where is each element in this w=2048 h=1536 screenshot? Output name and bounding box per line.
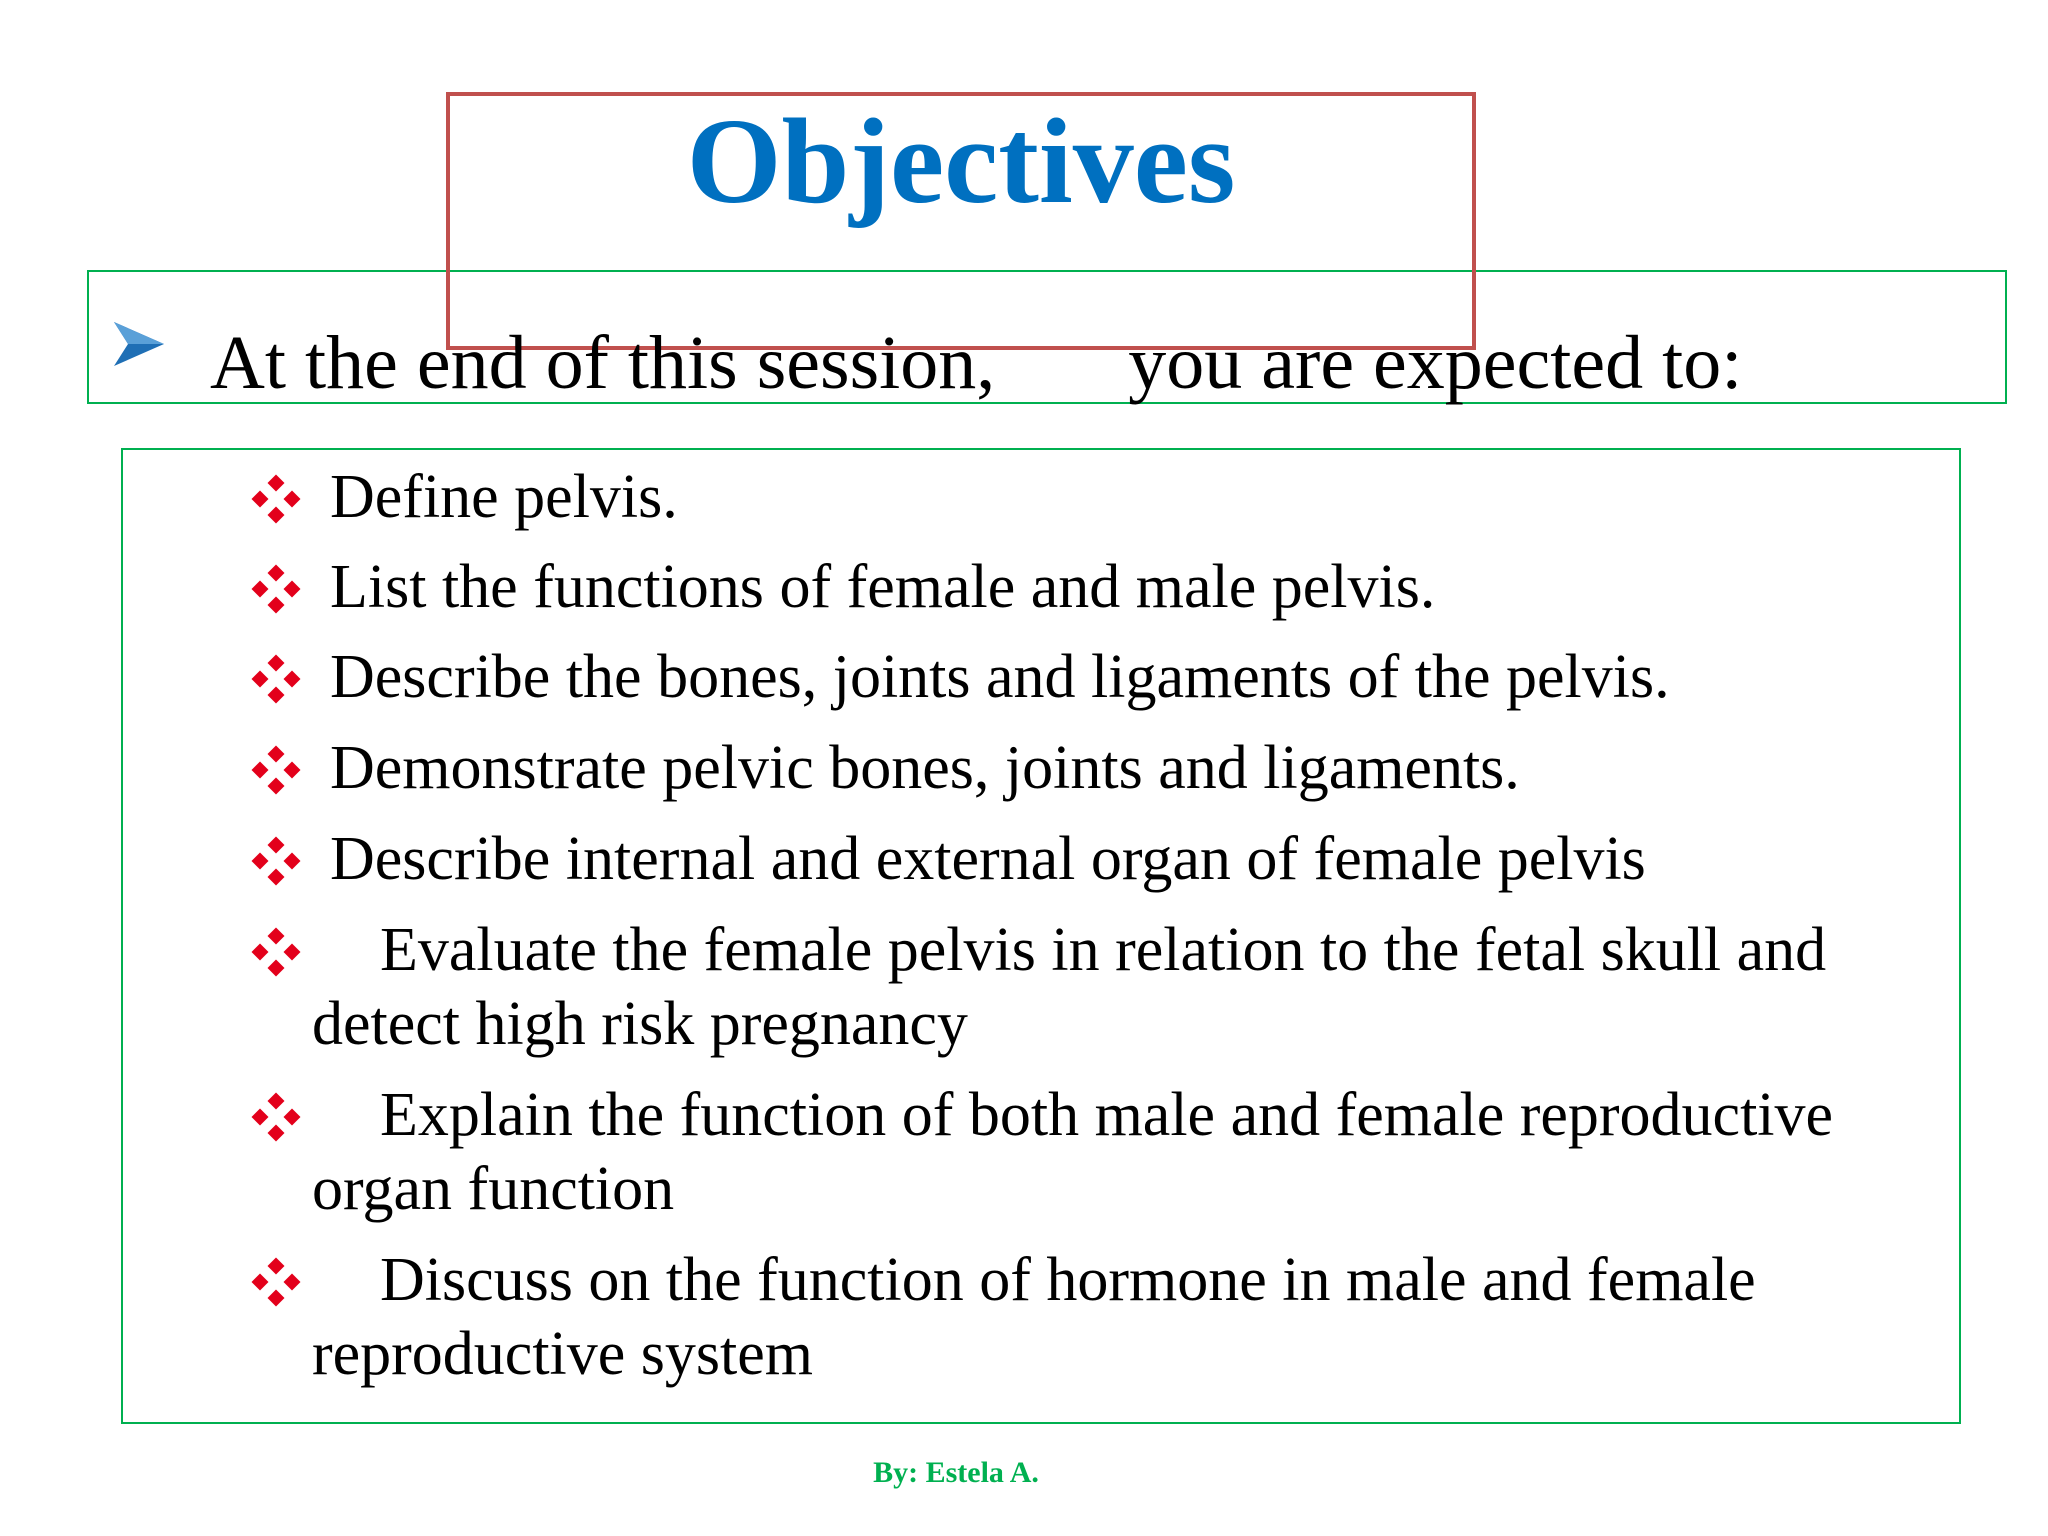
author-footer: By: Estela A. <box>873 1456 1039 1489</box>
objective-text: Describe the bones, joints and ligaments of the pelvis. <box>330 643 1670 711</box>
diamond-bullet-icon <box>251 654 301 704</box>
objective-text: List the functions of female and male pelvis. <box>330 553 1436 621</box>
objective-text: Evaluate the female pelvis in relation to the fetal skull and detect high risk pregnancy <box>312 916 1827 1058</box>
arrow-bullet-icon <box>112 318 166 370</box>
objectives-list <box>121 448 1961 1424</box>
objective-text: Define pelvis. <box>330 463 678 531</box>
diamond-bullet-icon <box>251 836 301 886</box>
diamond-bullet-icon <box>251 927 301 977</box>
diamond-bullet-icon <box>251 1092 301 1142</box>
objective-text: Explain the function of both male and female reproductive organ function <box>312 1081 1834 1223</box>
diamond-bullet-icon <box>251 474 301 524</box>
intro-text: At the end of this session, you are expected to: <box>210 321 1743 405</box>
objective-text: Demonstrate pelvic bones, joints and ligaments. <box>330 734 1520 802</box>
objective-text: Describe internal and external organ of female pelvis <box>330 825 1646 893</box>
slide-title: Objectives <box>686 94 1236 229</box>
diamond-bullet-icon <box>251 564 301 614</box>
diamond-bullet-icon <box>251 745 301 795</box>
objective-text: Discuss on the function of hormone in male and female reproductive system <box>312 1246 1756 1388</box>
diamond-bullet-icon <box>251 1257 301 1307</box>
